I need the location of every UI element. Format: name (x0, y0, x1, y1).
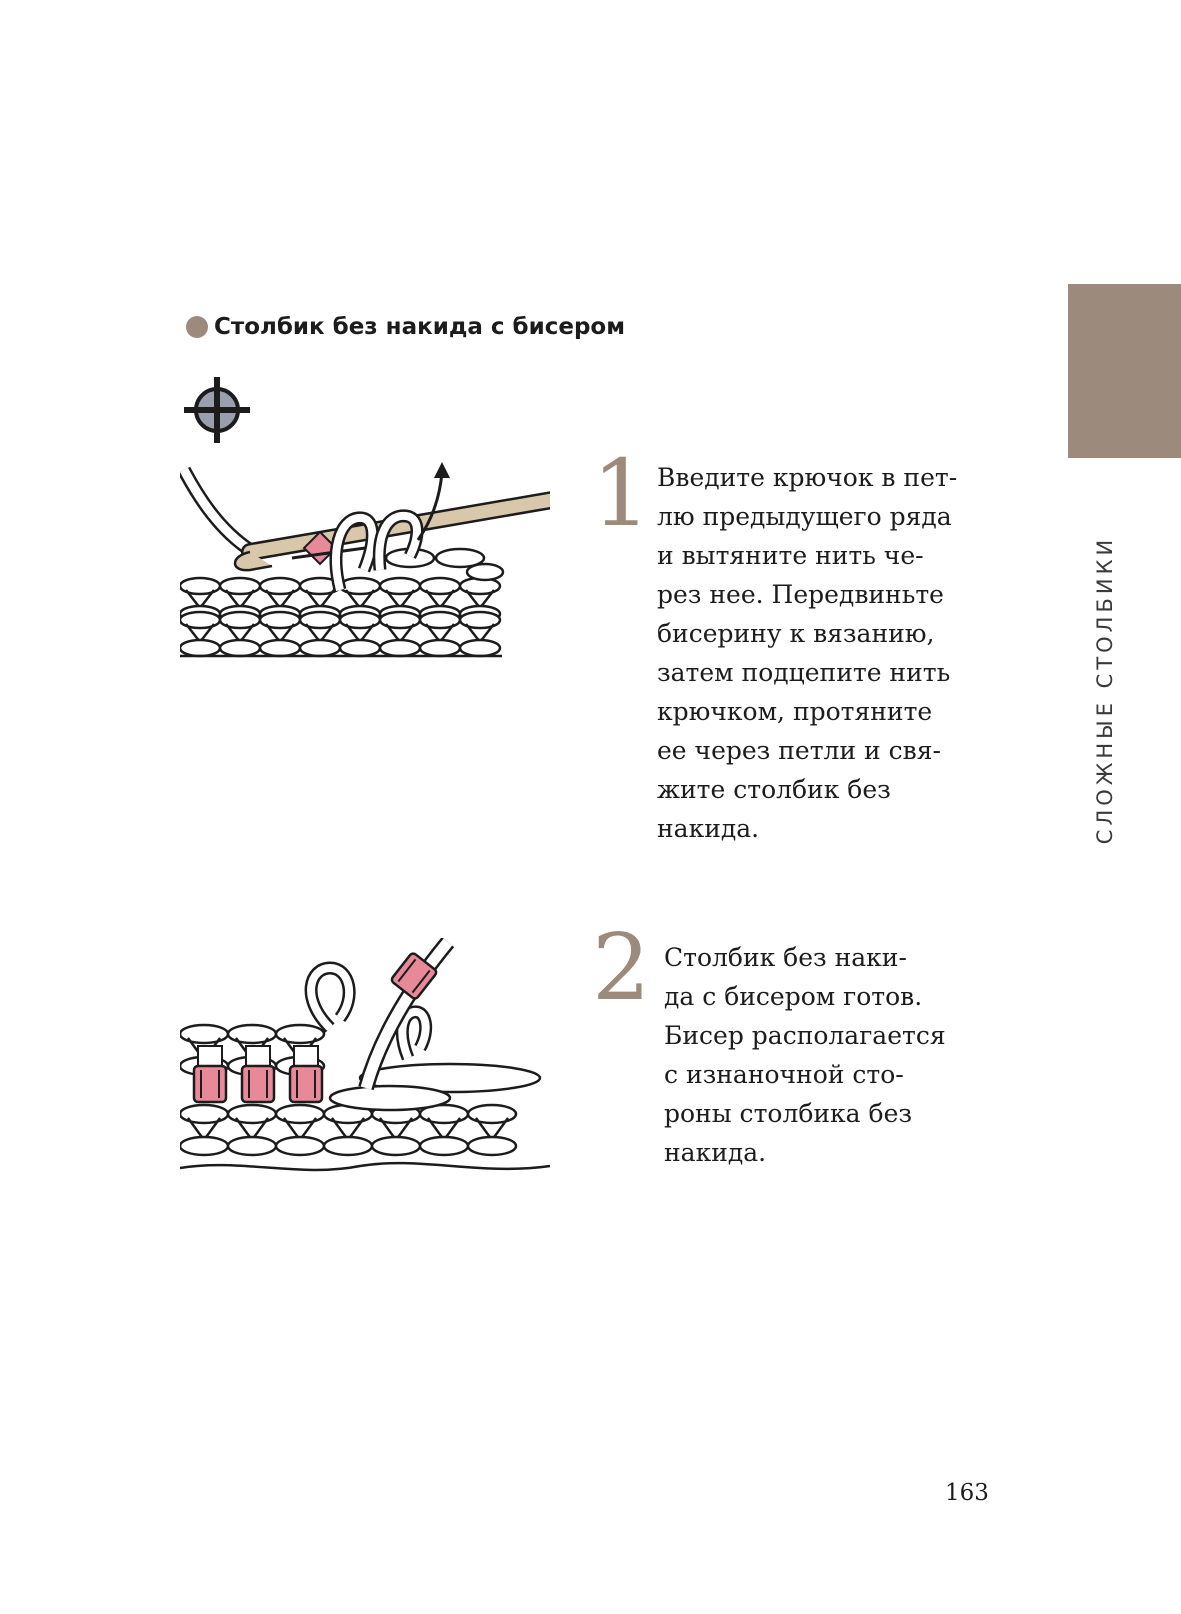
step-1-line: крючком, протяните (657, 697, 933, 726)
step-1-line: лю предыдущего ряда (657, 502, 952, 531)
section-heading (186, 314, 625, 340)
step-1-line: и вытяните нить че- (657, 541, 924, 570)
step-2-line: Столбик без наки- (664, 943, 907, 972)
step-1-line: жите столбик без (657, 775, 891, 804)
step-1-line: затем подцепите нить (657, 658, 951, 687)
step-1-line: ее через петли и свя- (657, 736, 941, 765)
bullet-dot-icon (186, 316, 208, 338)
step-1-line: накида. (657, 814, 760, 843)
page-number: 163 (945, 1480, 989, 1506)
step-2-number: 2 (592, 914, 651, 1021)
step-2-line: накида. (664, 1138, 767, 1167)
chapter-tab (1068, 284, 1181, 458)
step-2-illustration (180, 938, 560, 1178)
step-2-line: роны столбика без (664, 1099, 912, 1128)
chapter-side-title: СЛОЖНЫЕ СТОЛБИКИ (1093, 535, 1117, 845)
step-1-illustration (180, 460, 550, 660)
step-1-line: рез нее. Передвиньте (657, 580, 944, 609)
step-2-text (664, 938, 984, 1172)
step-1-line: Введите крючок в пет- (657, 463, 958, 492)
step-1-line: бисерину к вязанию, (657, 619, 935, 648)
step-2-line: Бисер располагается (664, 1021, 946, 1050)
crosshair-stitch-symbol-icon (184, 377, 250, 443)
step-1-text (657, 458, 987, 848)
step-2-line: с изнаночной сто- (664, 1060, 904, 1089)
section-heading-text: Столбик без накида с бисером (214, 314, 626, 340)
step-2-line: да с бисером готов. (664, 982, 923, 1011)
step-1-number: 1 (592, 440, 651, 547)
